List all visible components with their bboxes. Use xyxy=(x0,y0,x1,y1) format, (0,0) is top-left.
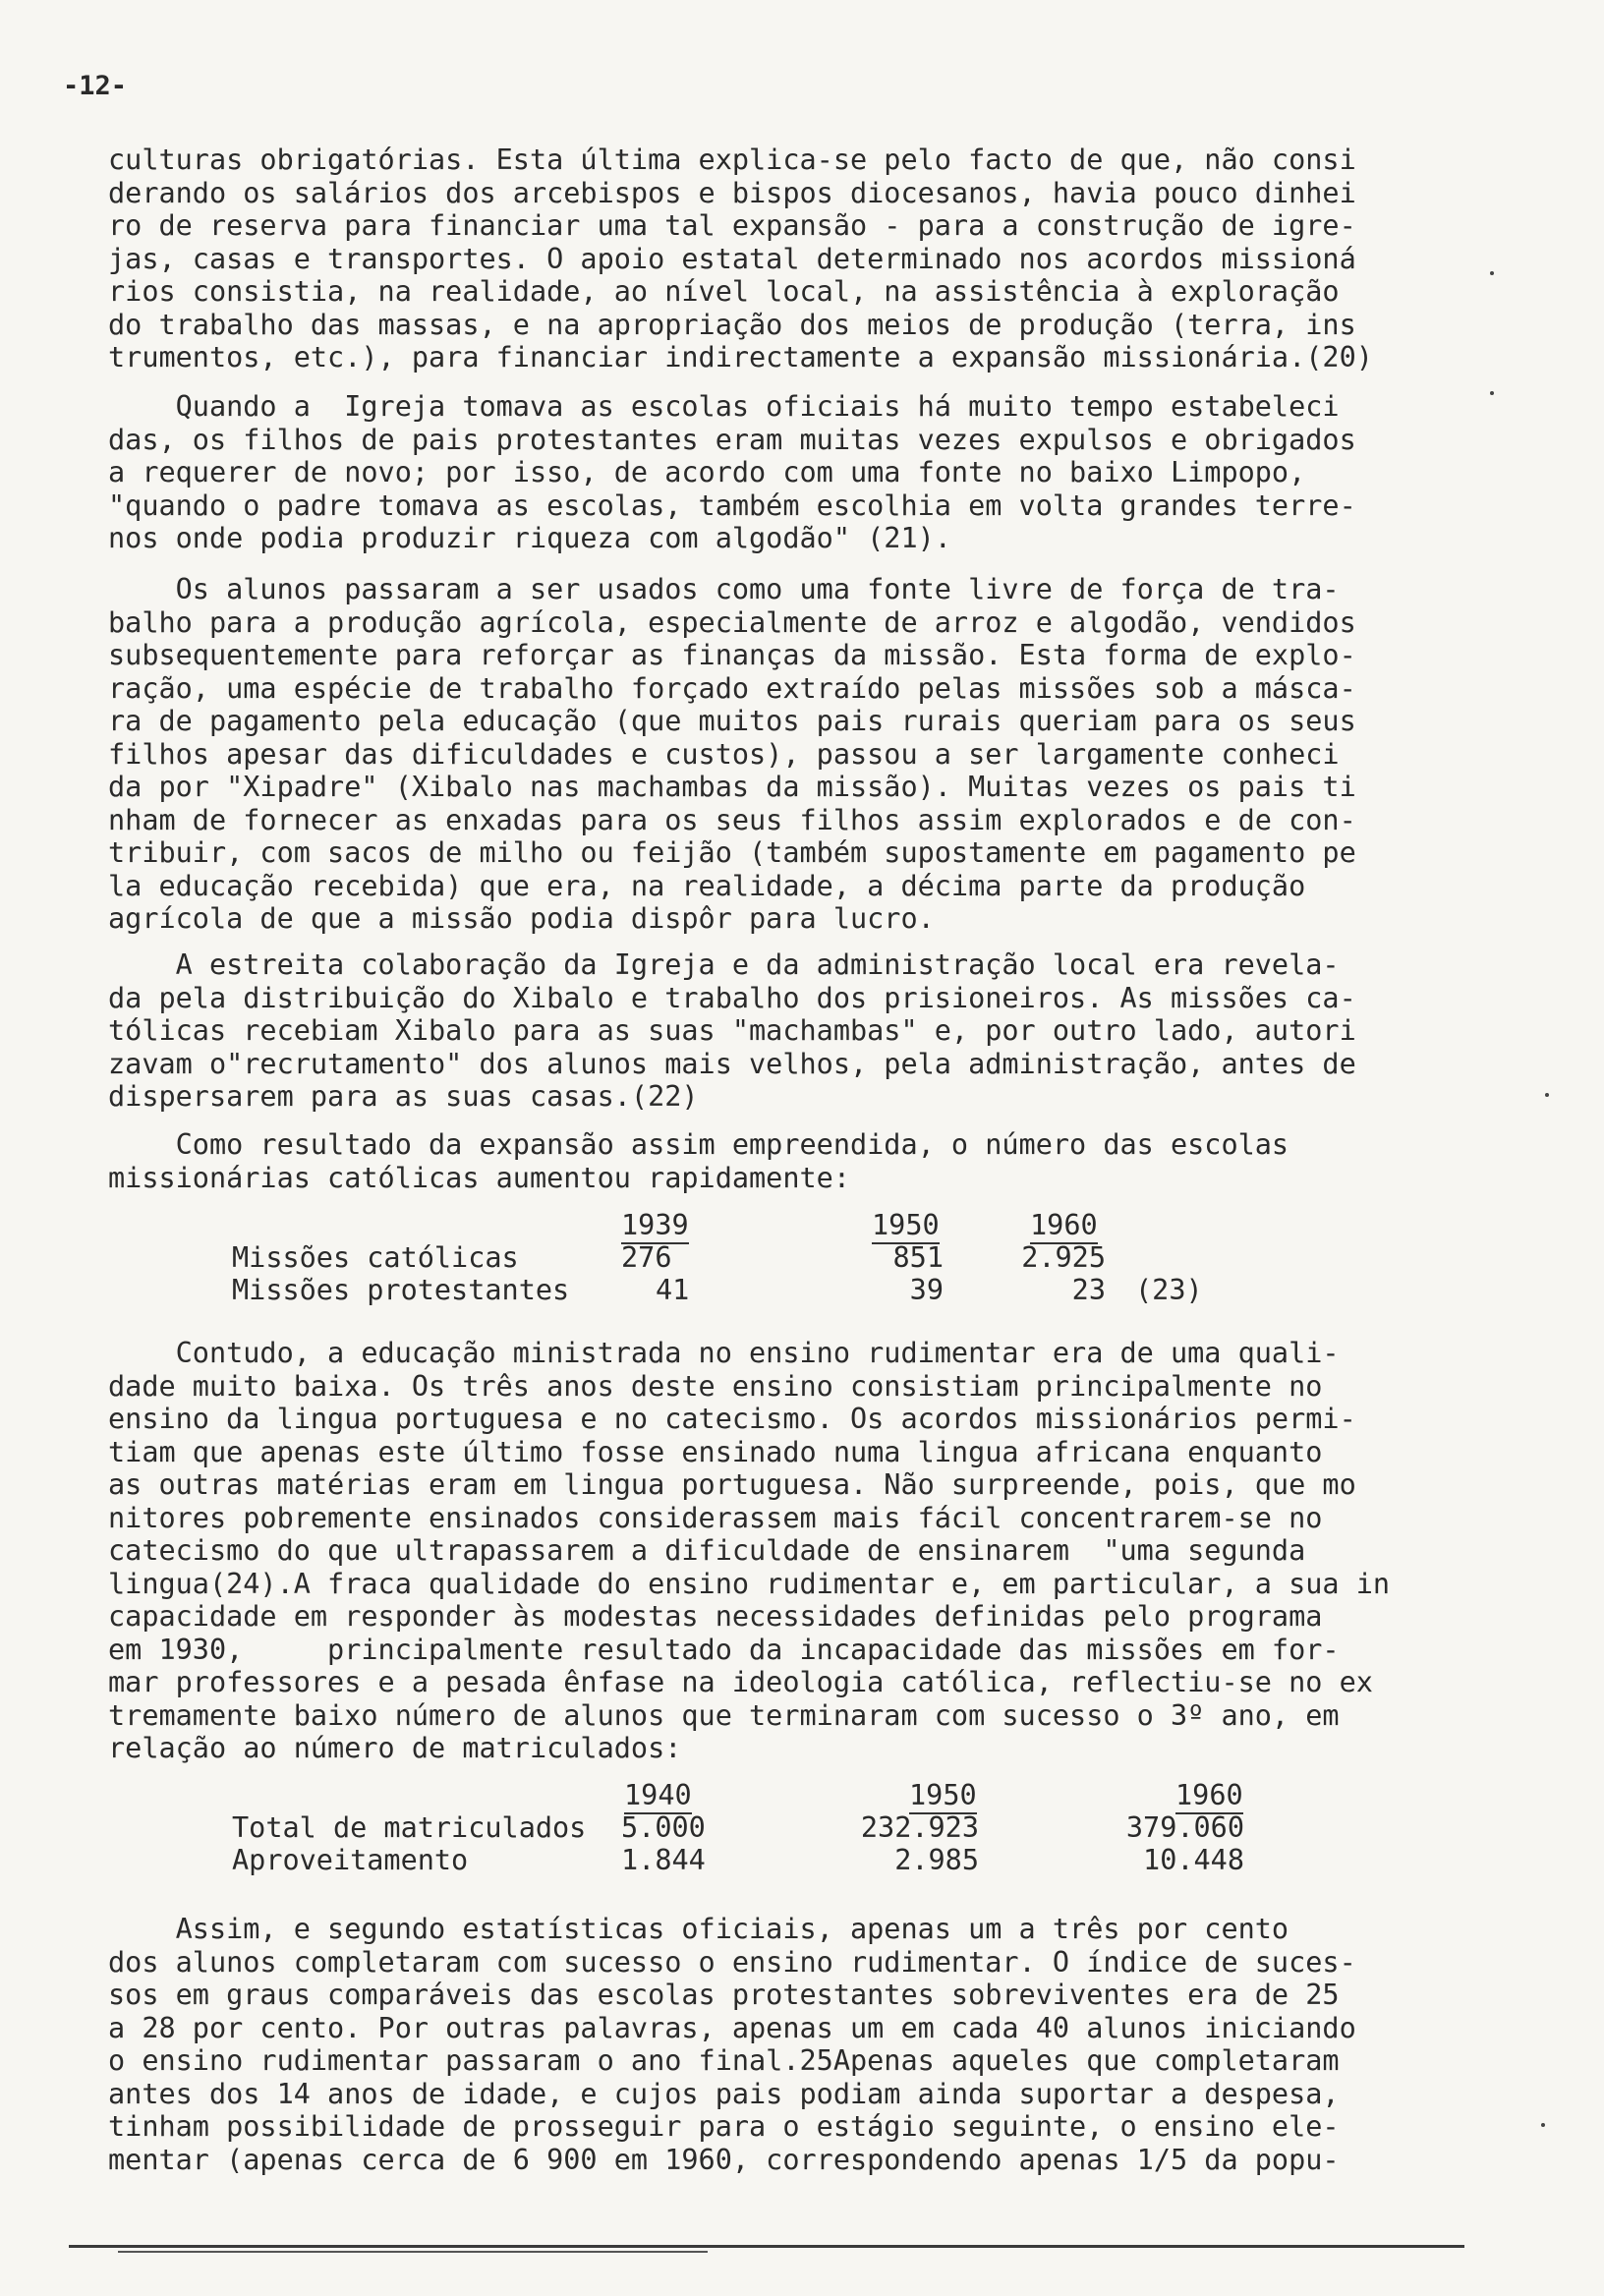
text-line: ra de pagamento pela educação (que muitos pais rurais queriam para os seus xyxy=(108,705,1356,737)
enrollment-table xyxy=(0,1779,1604,1887)
text-line: tiam que apenas este último fosse ensinado numa lingua africana enquanto xyxy=(108,1435,1323,1468)
text-line: o ensino rudimentar passaram o ano final.25Apenas aqueles que completaram xyxy=(108,2044,1340,2077)
scan-speck xyxy=(1541,2123,1545,2127)
table-cell: 41 xyxy=(656,1274,690,1306)
page-bottom-rule xyxy=(69,2245,1464,2248)
table-header: 1950 xyxy=(872,1209,940,1244)
text-line: agrícola de que a missão podia dispôr para lucro. xyxy=(108,902,935,935)
table-cell: 39 xyxy=(909,1274,944,1306)
table-cell: 232.923 xyxy=(860,1811,979,1844)
text-line: relação ao número de matriculados: xyxy=(108,1732,682,1764)
text-line: lingua(24).A fraca qualidade do ensino rudimentar e, em particular, a sua in xyxy=(108,1567,1391,1600)
text-line: a requerer de novo; por isso, de acordo com uma fonte no baixo Limpopo, xyxy=(108,456,1306,488)
text-line: das, os filhos de pais protestantes eram muitas vezes expulsos e obrigados xyxy=(108,423,1356,456)
text-line: do trabalho das massas, e na apropriação dos meios de produção (terra, ins xyxy=(108,308,1356,341)
table-header: 1960 xyxy=(1175,1779,1243,1814)
text-line: capacidade em responder às modestas necessidades definidas pelo programa xyxy=(108,1600,1323,1633)
paragraph-1 xyxy=(108,144,1430,374)
text-line: tinham possibilidade de prosseguir para o estágio seguinte, o ensino ele- xyxy=(108,2110,1340,2143)
text-line: ro de reserva para financiar uma tal expansão - para a construção de igre- xyxy=(108,209,1356,242)
table-cell: 379.060 xyxy=(1125,1811,1244,1844)
paragraph-7 xyxy=(108,1913,1430,2176)
text-line: dos alunos completaram com sucesso o ensino rudimentar. O índice de suces- xyxy=(108,1945,1356,1979)
paragraph-6 xyxy=(108,1337,1430,1765)
text-line: Assim, e segundo estatísticas oficiais, apenas um a três por cento xyxy=(108,1913,1289,1945)
text-line: sos em graus comparáveis das escolas protestantes sobreviventes era de 25 xyxy=(108,1979,1340,2011)
table-cell: 23 xyxy=(1071,1274,1106,1306)
text-line: filhos apesar das dificuldades e custos), passou a ser largamente conheci xyxy=(108,737,1340,771)
schools-table xyxy=(0,1209,1604,1317)
text-line: zavam o"recrutamento" dos alunos mais velhos, pela administração, antes de xyxy=(108,1047,1356,1080)
text-line: tólicas recebiam Xibalo para as suas "machambas" e, por outro lado, autori xyxy=(108,1014,1356,1047)
table-header: 1940 xyxy=(624,1779,692,1814)
text-line: la educação recebida) que era, na realidade, a décima parte da produção xyxy=(108,869,1306,902)
text-line: tribuir, com sacos de milho ou feijão (também supostamente em pagamento pe xyxy=(108,836,1356,869)
text-line: Como resultado da expansão assim empreendida, o número das escolas xyxy=(108,1128,1289,1161)
text-line: da pela distribuição do Xibalo e trabalho dos prisioneiros. As missões ca- xyxy=(108,981,1356,1014)
text-line: mar professores e a pesada ênfase na ideologia católica, reflectiu-se no ex xyxy=(108,1666,1373,1698)
text-line: ração, uma espécie de trabalho forçado extraído pelas missões sob a másca- xyxy=(108,671,1356,705)
text-line: catecismo do que ultrapassarem a dificuldade de ensinarem "uma segunda xyxy=(108,1534,1306,1567)
table-header: 1960 xyxy=(1030,1209,1098,1244)
text-line: missionárias católicas aumentou rapidamente: xyxy=(108,1161,850,1194)
text-line: balho para a produção agrícola, especialmente de arroz e algodão, vendidos xyxy=(108,605,1356,639)
text-line: Quando a Igreja tomava as escolas oficiais há muito tempo estabeleci xyxy=(108,390,1340,423)
table-cell: 276 xyxy=(621,1241,672,1274)
table-cell: 10.448 xyxy=(1143,1844,1244,1876)
scan-speck xyxy=(1545,1093,1549,1097)
table-cell: 1.844 xyxy=(621,1844,706,1876)
text-line: "quando o padre tomava as escolas, também escolhia em volta grandes terre- xyxy=(108,488,1356,522)
table-cell: 5.000 xyxy=(621,1811,706,1844)
text-line: jas, casas e transportes. O apoio estatal determinado nos acordos missioná xyxy=(108,242,1356,275)
text-line: Os alunos passaram a ser usados como uma fonte livre de força de tra- xyxy=(108,573,1340,605)
paragraph-3 xyxy=(108,573,1430,936)
text-line: ensino da lingua portuguesa e no catecismo. Os acordos missionários permi- xyxy=(108,1403,1356,1435)
table-cell: 2.925 xyxy=(1021,1241,1106,1274)
paragraph-5 xyxy=(108,1128,1430,1194)
table-header: 1950 xyxy=(909,1779,977,1814)
text-line: rios consistia, na realidade, ao nível local, na assistência à exploração xyxy=(108,275,1340,308)
paragraph-2 xyxy=(108,390,1430,555)
table-header: 1939 xyxy=(621,1209,689,1244)
text-line: antes dos 14 anos de idade, e cujos pais podiam ainda suportar a despesa, xyxy=(108,2077,1340,2110)
text-line: em 1930, principalmente resultado da incapacidade das missões em for- xyxy=(108,1633,1340,1666)
footnote-ref: (23) xyxy=(1135,1274,1203,1306)
text-line: nos onde podia produzir riqueza com algodão" (21). xyxy=(108,522,951,554)
paragraph-4 xyxy=(108,948,1430,1114)
text-line: trumentos, etc.), para financiar indirectamente a expansão missionária.(20) xyxy=(108,341,1373,373)
text-line: nitores pobremente ensinados considerassem mais fácil concentrarem-se no xyxy=(108,1501,1323,1534)
page-bottom-rule xyxy=(118,2251,708,2253)
table-row-label: Aproveitamento xyxy=(232,1844,469,1876)
table-row-label: Missões protestantes xyxy=(232,1274,570,1306)
text-line: subsequentemente para reforçar as finanças da missão. Esta forma de explo- xyxy=(108,639,1356,671)
text-line: mentar (apenas cerca de 6 900 em 1960, correspondendo apenas 1/5 da popu- xyxy=(108,2143,1340,2176)
text-line: as outras matérias eram em lingua portuguesa. Não surpreende, pois, que mo xyxy=(108,1468,1356,1501)
scan-speck xyxy=(1490,391,1494,395)
text-line: derando os salários dos arcebispos e bispos diocesanos, havia pouco dinhei xyxy=(108,176,1356,209)
table-row-label: Missões católicas xyxy=(232,1241,519,1274)
text-line: dade muito baixa. Os três anos deste ensino consistiam principalmente no xyxy=(108,1369,1323,1403)
text-line: nham de fornecer as enxadas para os seus filhos assim explorados e de con- xyxy=(108,803,1356,836)
text-line: tremamente baixo número de alunos que terminaram com sucesso o 3º ano, em xyxy=(108,1698,1340,1732)
table-cell: 2.985 xyxy=(894,1844,979,1876)
page-number: -12- xyxy=(63,71,128,101)
table-row-label: Total de matriculados xyxy=(232,1811,587,1844)
text-line: da por "Xipadre" (Xibalo nas machambas da missão). Muitas vezes os pais ti xyxy=(108,771,1356,803)
text-line: a 28 por cento. Por outras palavras, apenas um em cada 40 alunos iniciando xyxy=(108,2011,1356,2044)
text-line: Contudo, a educação ministrada no ensino rudimentar era de uma quali- xyxy=(108,1337,1340,1369)
text-line: A estreita colaboração da Igreja e da administração local era revela- xyxy=(108,948,1340,981)
scan-speck xyxy=(1490,271,1494,275)
text-line: culturas obrigatórias. Esta última explica-se pelo facto de que, não consi xyxy=(108,144,1356,176)
text-line: dispersarem para as suas casas.(22) xyxy=(108,1080,699,1113)
table-cell: 851 xyxy=(892,1241,944,1274)
